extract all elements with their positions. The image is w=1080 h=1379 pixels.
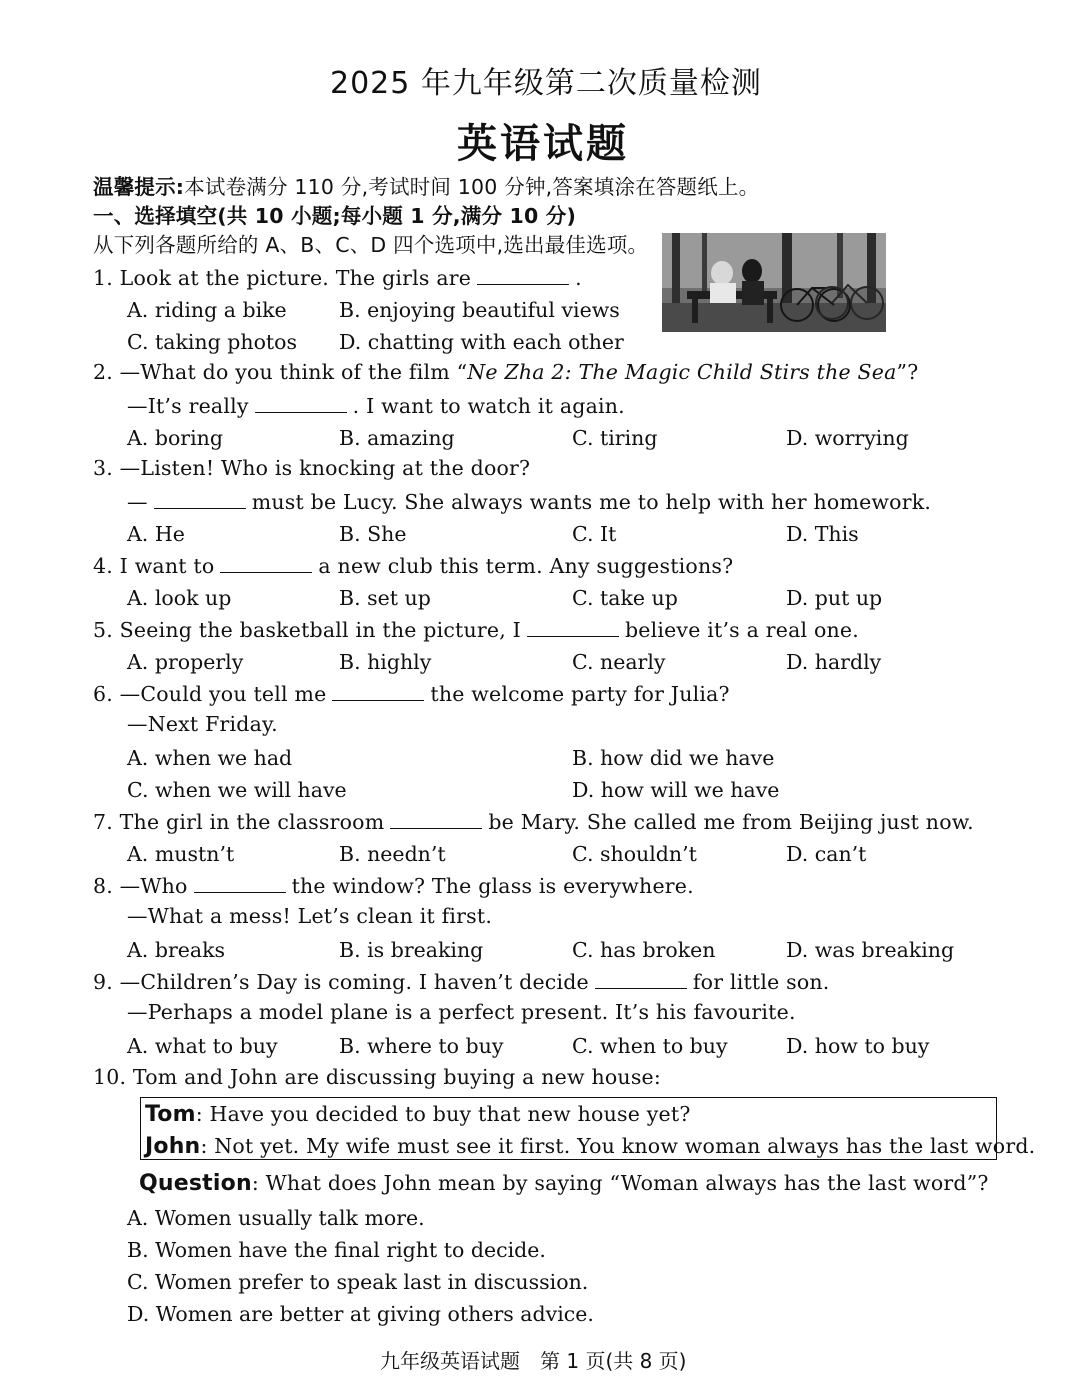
q6-option-c: C. when we will have [127, 778, 347, 802]
q10-intro: 10. Tom and John are discussing buying a new house: [93, 1065, 661, 1089]
q9-option-d: D. how to buy [786, 1034, 930, 1058]
q1-stem [93, 266, 582, 289]
q2-option-d: D. worrying [786, 426, 909, 450]
page-footer: 九年级英语试题 第 1 页(共 8 页) [380, 1349, 687, 1373]
dialogue-john [145, 1136, 1035, 1158]
question-label: Question [139, 1171, 252, 1196]
q10-option-b: B. Women have the final right to decide. [127, 1238, 546, 1262]
q9-line1 [93, 970, 830, 993]
q9-line1-text: 9. —Children’s Day is coming. I haven’t decide [93, 970, 589, 994]
q6-option-b: B. how did we have [572, 746, 775, 770]
section-instruction: 从下列各题所给的 A、B、C、D 四个选项中,选出最佳选项。 [93, 233, 649, 257]
tip-label: 温馨提示: [93, 175, 185, 199]
q5-option-b: B. highly [339, 650, 432, 674]
q7-blank [390, 810, 482, 829]
q2-line1-text: 2. —What do you think of the film “ [93, 360, 468, 384]
q3-line1: 3. —Listen! Who is knocking at the door? [93, 456, 531, 480]
q8-line1-text: 8. —Who [93, 874, 188, 898]
q7-option-b: B. needn’t [339, 842, 446, 866]
speaker-tom: Tom [145, 1102, 196, 1127]
q3-line2 [127, 490, 931, 513]
q4-blank [220, 554, 312, 573]
q1-blank [477, 266, 569, 285]
question-text: : What does John mean by saying “Woman always has the last word”? [251, 1171, 989, 1195]
q8-option-b: B. is breaking [339, 938, 484, 962]
q7-option-c: C. shouldn’t [572, 842, 697, 866]
q2-line2 [127, 394, 625, 417]
q5-stem-end: believe it’s a real one. [624, 618, 859, 642]
q3-option-a: A. He [127, 522, 185, 546]
q3-option-b: B. She [339, 522, 407, 546]
q1-stem-text: 1. Look at the picture. The girls are [93, 266, 472, 290]
q7-stem-end: be Mary. She called me from Beijing just now. [488, 810, 974, 834]
q5-stem [93, 618, 859, 641]
q2-line2-end: . I want to watch it again. [352, 394, 625, 418]
q3-line2-dash: — [127, 490, 148, 514]
q2-option-c: C. tiring [572, 426, 658, 450]
q1-option-a: A. riding a bike [127, 298, 287, 322]
john-line: : Not yet. My wife must see it first. You know woman always has the last word. [200, 1134, 1036, 1158]
q4-option-a: A. look up [127, 586, 232, 610]
dialogue-tom [145, 1104, 691, 1126]
tom-line: : Have you decided to buy that new house yet? [195, 1102, 691, 1126]
q7-stem-text: 7. The girl in the classroom [93, 810, 385, 834]
tip-line [93, 177, 759, 198]
subject-title: 英语试题 [457, 121, 629, 167]
speaker-john: John [145, 1134, 201, 1159]
q2-line2-text: —It’s really [127, 394, 249, 418]
q5-stem-text: 5. Seeing the basketball in the picture, I [93, 618, 521, 642]
q1-option-c: C. taking photos [127, 330, 298, 354]
q9-option-a: A. what to buy [127, 1034, 278, 1058]
photo-illustration [662, 233, 886, 332]
q6-line1-end: the welcome party for Julia? [430, 682, 730, 706]
q1-stem-end: . [575, 266, 582, 290]
q4-stem-text: 4. I want to [93, 554, 215, 578]
q3-option-c: C. It [572, 522, 617, 546]
q8-line2: —What a mess! Let’s clean it first. [127, 904, 493, 928]
q5-option-d: D. hardly [786, 650, 882, 674]
q6-line2: —Next Friday. [127, 712, 278, 736]
q8-line1-end: the window? The glass is everywhere. [291, 874, 694, 898]
q7-stem [93, 810, 974, 833]
q5-option-a: A. properly [127, 650, 244, 674]
q5-blank [527, 618, 619, 637]
q6-option-a: A. when we had [127, 746, 293, 770]
q6-option-d: D. how will we have [572, 778, 780, 802]
q2-option-b: B. amazing [339, 426, 455, 450]
q10-question [139, 1173, 989, 1195]
q8-line1 [93, 874, 694, 897]
q6-blank [332, 682, 424, 701]
q4-option-d: D. put up [786, 586, 883, 610]
q2-line1-end: ”? [896, 360, 919, 384]
q4-stem-end: a new club this term. Any suggestions? [318, 554, 734, 578]
q3-blank [154, 490, 246, 509]
q8-option-a: A. breaks [127, 938, 226, 962]
q9-blank [595, 970, 687, 989]
q4-option-b: B. set up [339, 586, 431, 610]
q6-line1 [93, 682, 730, 705]
exam-title: 2025 年九年级第二次质量检测 [330, 66, 762, 101]
q10-option-d: D. Women are better at giving others advice. [127, 1302, 594, 1326]
q1-option-d: D. chatting with each other [339, 330, 624, 354]
q3-option-d: D. This [786, 522, 859, 546]
q1-option-b: B. enjoying beautiful views [339, 298, 620, 322]
q8-option-d: D. was breaking [786, 938, 955, 962]
q2-blank [255, 394, 347, 413]
q10-option-a: A. Women usually talk more. [127, 1206, 425, 1230]
girls-bench-photo [662, 233, 886, 332]
q8-option-c: C. has broken [572, 938, 716, 962]
q2-option-a: A. boring [127, 426, 223, 450]
q2-line1 [93, 362, 918, 383]
q9-option-c: C. when to buy [572, 1034, 728, 1058]
q6-line1-text: 6. —Could you tell me [93, 682, 327, 706]
q9-line1-end: for little son. [692, 970, 830, 994]
q8-blank [194, 874, 286, 893]
q4-option-c: C. take up [572, 586, 678, 610]
q5-option-c: C. nearly [572, 650, 666, 674]
q3-line2-text: must be Lucy. She always wants me to help with her homework. [251, 490, 932, 514]
q9-option-b: B. where to buy [339, 1034, 504, 1058]
q7-option-d: D. can’t [786, 842, 867, 866]
tip-text: 本试卷满分 110 分,考试时间 100 分钟,答案填涂在答题纸上。 [184, 175, 760, 199]
section-heading: 一、选择填空(共 10 小题;每小题 1 分,满分 10 分) [93, 204, 577, 228]
q4-stem [93, 554, 733, 577]
q2-film-title: Ne Zha 2: The Magic Child Stirs the Sea [467, 360, 897, 384]
q7-option-a: A. mustn’t [127, 842, 235, 866]
q9-line2: —Perhaps a model plane is a perfect present. It’s his favourite. [127, 1000, 796, 1024]
q10-option-c: C. Women prefer to speak last in discussion. [127, 1270, 589, 1294]
